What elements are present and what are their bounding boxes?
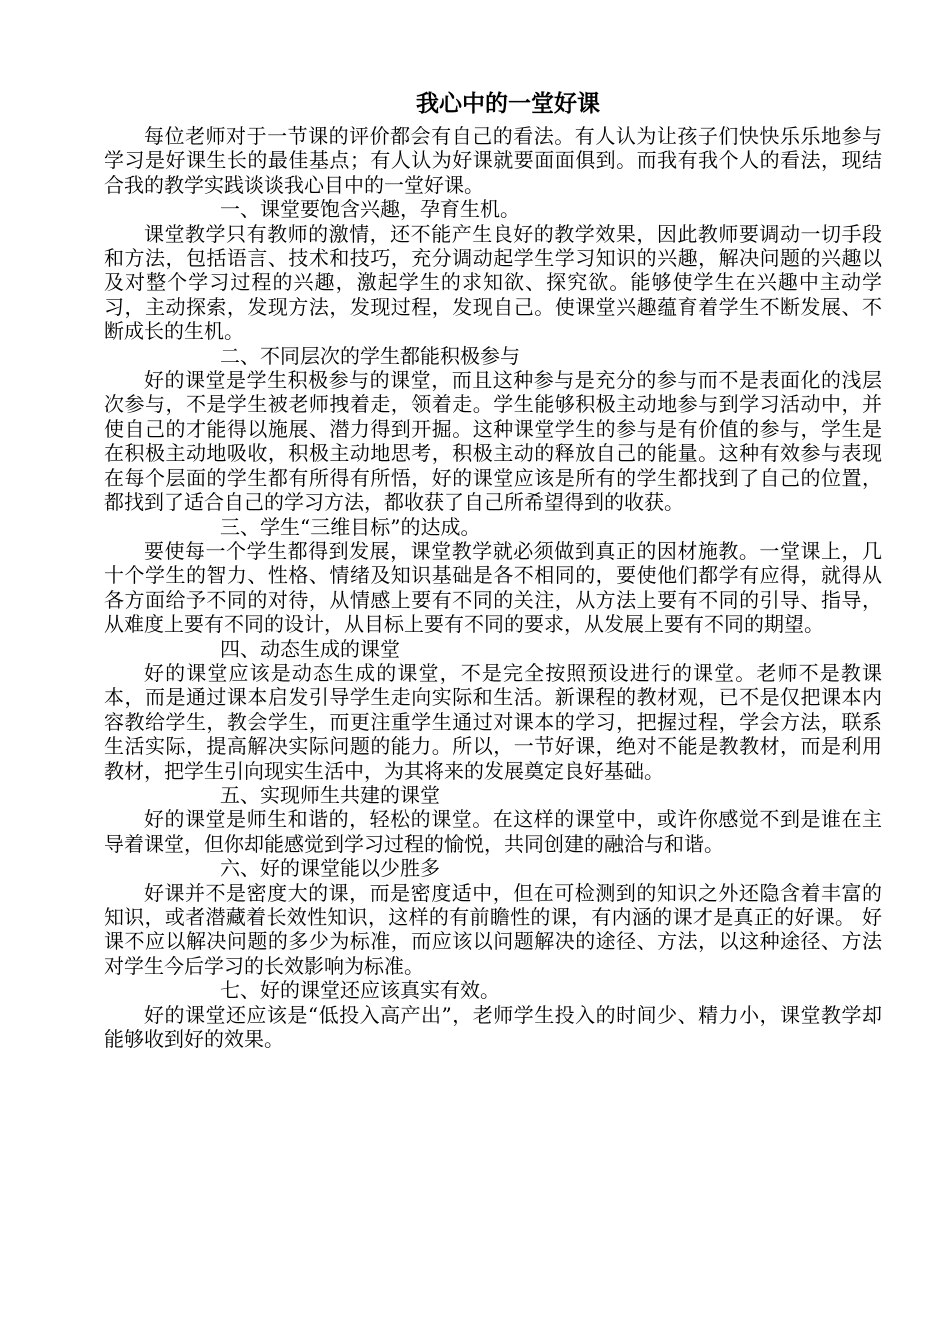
section-body-4: 好的课堂应该是动态生成的课堂，不是完全按照预设进行的课堂。老师不是教课本，而是通过课本启发引导学生走向实际和生活。新课程的教材观，已不是仅把课本内容教给学生，教会学生，而更注重学生通过对课本的学习，把握过程，学会方法，联系生活实际，提高解决实际问题的能力。所以，一节好课，绝对不能是教教材，而是利用教材，把学生引向现实生活中，为其将来的发展奠定良好基础。 <box>104 660 882 783</box>
section-heading-2: 二、不同层次的学生都能积极参与 <box>220 343 520 368</box>
section-heading-3: 三、学生“三维目标”的达成。 <box>220 514 481 539</box>
section-heading-5: 五、实现师生共建的课堂 <box>220 782 440 807</box>
section-body-6: 好课并不是密度大的课，而是密度适中，但在可检测到的知识之外还隐含着丰富的知识，或者潜藏着长效性知识，这样的有前瞻性的课，有内涵的课才是真正的好课。 好课不应以解决问题的多少为标准，而应该以问题解决的途径、方法，以这种途径、方法对学生今后学习的长效影响为标准。 <box>104 880 882 978</box>
intro-paragraph: 每位老师对于一节课的评价都会有自己的看法。有人认为让孩子们快快乐乐地参与学习是好课生长的最佳基点；有人认为好课就要面面俱到。而我有我个人的看法，现结合我的教学实践谈谈我心目中的一堂好课。 <box>104 124 882 197</box>
section-body-1: 课堂教学只有教师的激情，还不能产生良好的教学效果，因此教师要调动一切手段和方法，包括语言、技术和技巧，充分调动起学生学习知识的兴趣，解决问题的兴趣以及对整个学习过程的兴趣，激起学生的求知欲、探究欲。能够使学生在兴趣中主动学习，主动探索，发现方法，发现过程，发现自己。使课堂兴趣蕴育着学生不断发展、不断成长的生机。 <box>104 221 882 344</box>
section-body-5: 好的课堂是师生和谐的，轻松的课堂。在这样的课堂中，或许你感觉不到是谁在主导着课堂，但你却能感觉到学习过程的愉悦，共同创建的融洽与和谐。 <box>104 807 882 856</box>
section-body-2: 好的课堂是学生积极参与的课堂，而且这种参与是充分的参与而不是表面化的浅层次参与，不是学生被老师拽着走，领着走。学生能够积极主动地参与到学习活动中，并使自己的才能得以施展、潜力得到开掘。这种课堂学生的参与是有价值的参与，学生是在积极主动地吸收，积极主动地思考，积极主动的释放自己的能量。这种有效参与表现在每个层面的学生都有所得有所悟，好的课堂应该是所有的学生都找到了自己的位置，都找到了适合自己的学习方法，都收获了自己所希望得到的收获。 <box>104 368 882 515</box>
section-heading-4: 四、动态生成的课堂 <box>220 636 400 661</box>
section-body-7: 好的课堂还应该是“低投入高产出”，老师学生投入的时间少、精力小，课堂教学却能够收到好的效果。 <box>104 1002 882 1052</box>
document-title: 我心中的一堂好课 <box>416 90 600 117</box>
section-heading-1: 一、课堂要饱含兴趣，孕育生机。 <box>220 197 520 222</box>
section-body-3: 要使每一个学生都得到发展，课堂教学就必须做到真正的因材施教。一堂课上，几十个学生的智力、性格、情绪及知识基础是各不相同的，要使他们都学有应得，就得从各方面给予不同的对待，从情感上要有不同的关注，从方法上要有不同的引导、指导，从难度上要有不同的设计，从目标上要有不同的要求，从发展上要有不同的期望。 <box>104 538 882 637</box>
section-heading-7: 七、好的课堂还应该真实有效。 <box>220 978 500 1003</box>
section-heading-6: 六、好的课堂能以少胜多 <box>220 856 440 881</box>
